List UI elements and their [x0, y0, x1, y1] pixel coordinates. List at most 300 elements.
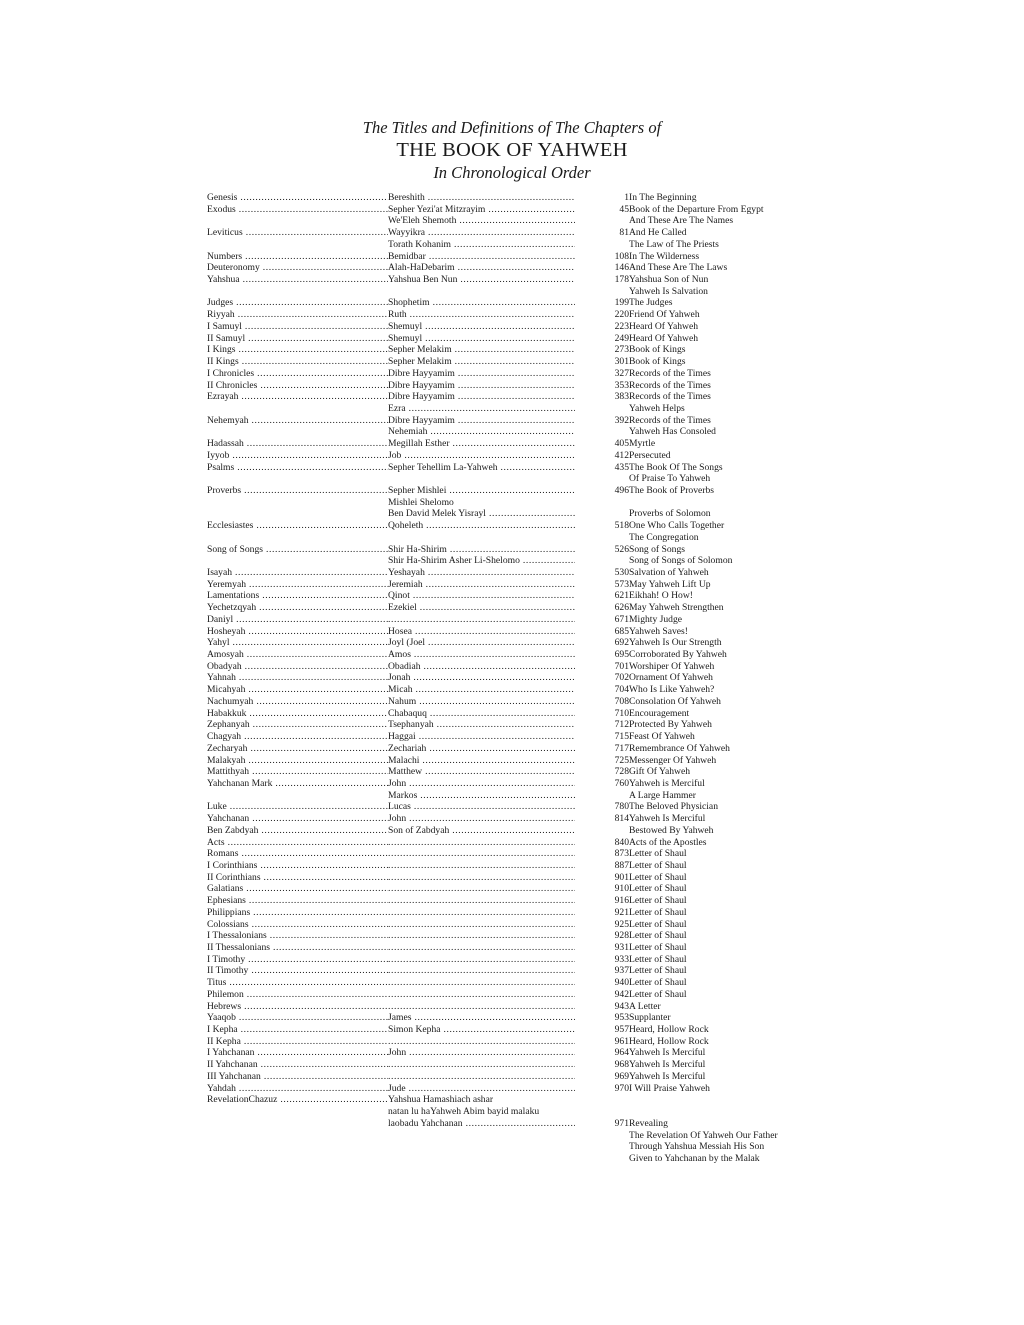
chapter-name: Philippians .....: [207, 907, 388, 919]
hebrew-title: Matthew .....: [388, 766, 575, 778]
chapter-name: Mattithyah .....: [207, 766, 388, 778]
chapter-name: II Timothy .....: [207, 965, 388, 977]
definition: The Law of The Priests: [629, 238, 719, 250]
hebrew-title: [388, 614, 575, 626]
chapter-name: I Kepha .....: [207, 1024, 388, 1036]
page-number: 970: [614, 1082, 629, 1094]
chapter-name: Micahyah .....: [207, 684, 388, 696]
page-number: 928: [614, 930, 629, 942]
chapter-name: Leviticus .....: [207, 227, 388, 239]
page-number: [575, 1153, 629, 1165]
chapter-name: Obadyah .....: [207, 661, 388, 673]
chapter-name: [207, 239, 388, 251]
hebrew-title: Obadiah .....: [388, 661, 575, 673]
hebrew-title: Dibre Hayyamim .....: [388, 368, 575, 380]
definition: [629, 1094, 829, 1106]
toc-row: [207, 286, 807, 298]
chapter-name: Galatians .....: [207, 883, 388, 895]
page-number: 199: [614, 297, 629, 309]
chapter-name: II Yahchanan .....: [207, 1059, 388, 1071]
definition: Records of the Times: [629, 379, 711, 391]
chapter-name: Titus .....: [207, 977, 388, 989]
chapter-name: Proverbs .....: [207, 485, 388, 497]
hebrew-title: [388, 860, 575, 872]
toc-row: [207, 848, 807, 860]
definition: Letter of Shaul: [629, 883, 687, 895]
page-number: 220: [614, 309, 629, 321]
chapter-name: Romans .....: [207, 848, 388, 860]
hebrew-title: Bemidbar .....: [388, 251, 575, 263]
chapter-name: [207, 497, 388, 509]
toc-row: [207, 637, 807, 649]
toc-row: [207, 1071, 807, 1083]
chapter-name: Exodus .....: [207, 204, 388, 216]
definition: Letter of Shaul: [629, 859, 687, 871]
chapter-name: [207, 403, 388, 415]
definition: Letter of Shaul: [629, 848, 687, 860]
toc-row: [207, 672, 807, 684]
hebrew-title: Tsephanyah .....: [388, 719, 575, 731]
definition: The Book of Proverbs: [629, 484, 714, 496]
definition: And These Are The Laws: [629, 262, 728, 274]
hebrew-title: Yahshua Ben Nun .....: [388, 274, 575, 286]
definition: Yahweh Is Merciful: [629, 1070, 706, 1082]
definition: [629, 497, 829, 509]
toc-row: [207, 520, 807, 532]
chapter-name: I Corinthians .....: [207, 860, 388, 872]
hebrew-title: Qinot .....: [388, 590, 575, 602]
page-number: 937: [614, 965, 629, 977]
chapter-name: Genesis .....: [207, 192, 388, 204]
chapter-name: Philemon .....: [207, 989, 388, 1001]
toc-row: [207, 321, 807, 333]
chapter-name: II Kings .....: [207, 356, 388, 368]
page-number: 921: [614, 906, 629, 918]
definition: Heard, Hollow Rock: [629, 1024, 709, 1036]
toc-row: [207, 262, 807, 274]
page-number: [575, 1106, 629, 1118]
hebrew-title: Jeremiah .....: [388, 579, 575, 591]
page-number: [575, 1094, 629, 1106]
toc-row: [207, 590, 807, 602]
definition: The Revelation Of Yahweh Our Father: [629, 1129, 778, 1141]
definition: Encouragement: [629, 707, 690, 719]
page-number: [575, 497, 629, 509]
definition: Song of Songs of Solomon: [629, 555, 733, 567]
page-number: 961: [614, 1035, 629, 1047]
definition: Salvation of Yahweh: [629, 567, 709, 578]
chapter-name: II Samuyl .....: [207, 333, 388, 345]
toc-row: [207, 274, 807, 286]
chapter-name: Yeremyah .....: [207, 579, 388, 591]
definition: The Book Of The Songs: [629, 461, 723, 473]
page-number: [575, 286, 629, 298]
toc-row: [207, 1083, 807, 1095]
definition: Letter of Shaul: [629, 942, 687, 953]
hebrew-title: [388, 930, 575, 942]
toc-row: [207, 579, 807, 591]
page-number: 671: [614, 613, 629, 625]
page-number: 717: [614, 742, 629, 754]
toc-row: [207, 696, 807, 708]
toc-row: [207, 919, 807, 931]
toc-row: [207, 508, 807, 520]
page-number: 708: [614, 695, 629, 707]
definition: The Beloved Physician: [629, 801, 718, 813]
hebrew-title: Haggai .....: [388, 731, 575, 743]
hebrew-title: Ezra .....: [388, 403, 575, 415]
toc-row: [207, 438, 807, 450]
toc-row: [207, 755, 807, 767]
hebrew-title: Nahum .....: [388, 696, 575, 708]
page-number: 405: [614, 438, 629, 450]
definition: Letter of Shaul: [629, 965, 687, 977]
hebrew-title: [388, 977, 575, 989]
chapter-name: Psalms .....: [207, 462, 388, 474]
toc-row: [207, 1118, 807, 1130]
chapter-name: I Kings .....: [207, 344, 388, 356]
toc-row: [207, 1024, 807, 1036]
page-number: [575, 555, 629, 567]
definition: Given to Yahchanan by the Malak: [629, 1152, 760, 1164]
hebrew-title: Shir Ha-Shirim .....: [388, 544, 575, 556]
page-number: 715: [614, 731, 629, 743]
page-number: 223: [614, 320, 629, 332]
page-number: 530: [614, 567, 629, 578]
page-number: 273: [614, 344, 629, 356]
hebrew-title: Shemuyl .....: [388, 333, 575, 345]
definition: A Letter: [629, 1000, 661, 1012]
page-number: 910: [614, 883, 629, 895]
toc-row: [207, 192, 807, 204]
toc-row: [207, 309, 807, 321]
hebrew-title: Ben David Melek Yisrayl .....: [388, 508, 575, 520]
definition: And These Are The Names: [629, 215, 734, 227]
hebrew-title: Micah .....: [388, 684, 575, 696]
definition: Yahweh Helps: [629, 402, 685, 414]
toc-row: [207, 473, 807, 485]
hebrew-title: Nehemiah .....: [388, 426, 575, 438]
definition: Ornament Of Yahweh: [629, 672, 713, 684]
definition: Bestowed By Yahweh: [629, 824, 714, 836]
hebrew-title: [388, 989, 575, 1001]
hebrew-title: [388, 1071, 575, 1083]
definition: Eikhah! O How!: [629, 590, 693, 602]
chapter-name: Habakkuk .....: [207, 708, 388, 720]
toc-row: [207, 215, 807, 227]
page-number: [575, 1130, 629, 1142]
hebrew-title: Dibre Hayyamim .....: [388, 380, 575, 392]
definition: Feast Of Yahweh: [629, 731, 695, 743]
page-number: 925: [614, 918, 629, 930]
hebrew-title: Shir Ha-Shirim Asher Li-Shelomo .....: [388, 555, 575, 567]
hebrew-title: Job .....: [388, 450, 575, 462]
hebrew-title: Hosea .....: [388, 626, 575, 638]
page-number: [575, 532, 629, 544]
toc-row: [207, 825, 807, 837]
toc-row: [207, 555, 807, 567]
chapter-name: Chagyah .....: [207, 731, 388, 743]
hebrew-title: Jude .....: [388, 1083, 575, 1095]
definition: Book of Kings: [629, 356, 686, 368]
hebrew-title: Yahshua Hamashiach ashar: [388, 1094, 494, 1106]
hebrew-title: [388, 837, 575, 849]
hebrew-title: Dibre Hayyamim .....: [388, 415, 575, 427]
chapter-name: Hosheyah .....: [207, 626, 388, 638]
hebrew-title: [388, 883, 575, 895]
definition: Book of the Departure From Egypt: [629, 203, 764, 215]
toc-row: [207, 368, 807, 380]
hebrew-title: John .....: [388, 813, 575, 825]
hebrew-title: Torath Kohanim .....: [388, 239, 575, 251]
page-number: 704: [614, 684, 629, 696]
toc-row: [207, 989, 807, 1001]
toc-row: [207, 391, 807, 403]
toc-row: [207, 415, 807, 427]
hebrew-title: Ezekiel .....: [388, 602, 575, 614]
definition: May Yahweh Strengthen: [629, 602, 724, 614]
hebrew-title: laobadu Yahchanan .....: [388, 1118, 575, 1130]
toc-row: [207, 1012, 807, 1024]
toc-row: [207, 813, 807, 825]
page-number: 178: [614, 274, 629, 286]
hebrew-title: John .....: [388, 1047, 575, 1059]
chapter-name: Zecharyah .....: [207, 743, 388, 755]
page-number: 940: [614, 977, 629, 989]
page-number: [575, 790, 629, 802]
page-number: 45: [619, 203, 629, 215]
hebrew-title: Malachi .....: [388, 755, 575, 767]
chapter-name: Yahnah .....: [207, 672, 388, 684]
definition: Letter of Shaul: [629, 930, 687, 942]
hebrew-title: [388, 1001, 575, 1013]
chapter-name: II Thessalonians .....: [207, 942, 388, 954]
page-number: 353: [614, 379, 629, 391]
chapter-name: Colossians .....: [207, 919, 388, 931]
hebrew-title: Son of Zabdyah .....: [388, 825, 575, 837]
hebrew-title: [388, 1153, 575, 1165]
chapter-name: [207, 1153, 388, 1165]
definition: Supplanter: [629, 1012, 671, 1024]
definition: Letter of Shaul: [629, 918, 687, 930]
page-number: 971: [614, 1117, 629, 1129]
chapter-name: [207, 532, 388, 544]
chapter-name: Yaaqob .....: [207, 1012, 388, 1024]
definition: Yahweh Is Merciful: [629, 813, 706, 825]
page-number: [575, 403, 629, 415]
toc-row: [207, 614, 807, 626]
definition: Worshiper Of Yahweh: [629, 660, 715, 672]
page-title: THE BOOK OF YAHWEH: [396, 139, 628, 161]
toc-row: [207, 649, 807, 661]
toc-row: [207, 719, 807, 731]
chapter-name: Zephanyah .....: [207, 719, 388, 731]
chapter-name: Nachumyah .....: [207, 696, 388, 708]
definition: Book of Kings: [629, 344, 686, 356]
definition: Letter of Shaul: [629, 871, 687, 883]
chapter-name: Nehemyah .....: [207, 415, 388, 427]
toc-row: [207, 837, 807, 849]
hebrew-title: Dibre Hayyamim .....: [388, 391, 575, 403]
definition: Letter of Shaul: [629, 895, 687, 907]
toc-row: [207, 344, 807, 356]
definition: Corroborated By Yahweh: [629, 649, 727, 661]
toc-row: [207, 743, 807, 755]
definition: Messenger Of Yahweh: [629, 754, 717, 766]
page-number: 392: [614, 414, 629, 426]
chapter-name: Luke .....: [207, 801, 388, 813]
chapter-name: Yahshua .....: [207, 274, 388, 286]
chapter-name: [207, 215, 388, 227]
page-number: 1: [624, 192, 629, 203]
definition: Remembrance Of Yahweh: [629, 742, 730, 754]
page-subtitle: The Titles and Definitions of The Chapters of: [362, 118, 662, 137]
chapter-name: Ezrayah .....: [207, 391, 388, 403]
hebrew-title: Yeshayah .....: [388, 567, 575, 579]
page-number: 81: [619, 227, 629, 239]
toc-row: [207, 801, 807, 813]
chapter-name: Malakyah .....: [207, 755, 388, 767]
chapter-name: [207, 1141, 388, 1153]
page-number: 712: [614, 719, 629, 731]
page-number: [575, 239, 629, 251]
hebrew-title: Chabaquq .....: [388, 708, 575, 720]
page-number: 916: [614, 895, 629, 907]
page-number: 969: [614, 1070, 629, 1082]
definition: Yahweh Saves!: [629, 625, 688, 637]
chapter-name: [207, 1106, 388, 1118]
toc-row: [207, 1036, 807, 1048]
hebrew-title: [388, 954, 575, 966]
chapter-name: Daniyl .....: [207, 614, 388, 626]
hebrew-title: Wayyikra .....: [388, 227, 575, 239]
definition: One Who Calls Together: [629, 520, 725, 532]
toc-row: [207, 907, 807, 919]
hebrew-title: Zechariah .....: [388, 743, 575, 755]
chapter-name: Ben Zabdyah .....: [207, 825, 388, 837]
chapter-name: Acts .....: [207, 837, 388, 849]
toc-row: [207, 626, 807, 638]
definition: Heard Of Yahweh: [629, 320, 699, 332]
chapter-name: [207, 508, 388, 520]
page-number: 901: [614, 871, 629, 883]
definition: Persecuted: [629, 449, 671, 461]
toc-row: [207, 1047, 807, 1059]
page-number: 108: [614, 250, 629, 262]
toc-row: [207, 1153, 807, 1165]
page-number: 760: [614, 777, 629, 789]
page-number: 953: [614, 1012, 629, 1024]
toc-row: [207, 544, 807, 556]
definition: Revealing: [629, 1117, 668, 1129]
chapter-name: Hadassah .....: [207, 438, 388, 450]
definition: May Yahweh Lift Up: [629, 578, 711, 590]
page-number: 249: [614, 332, 629, 344]
toc-row: [207, 778, 807, 790]
definition: Consolation Of Yahweh: [629, 695, 721, 707]
toc-row: [207, 462, 807, 474]
toc-row: [207, 532, 807, 544]
chapter-name: [207, 426, 388, 438]
toc-row: [207, 204, 807, 216]
hebrew-title: John .....: [388, 778, 575, 790]
page-number: 725: [614, 754, 629, 766]
page-number: 626: [614, 602, 629, 614]
definition: The Congregation: [629, 531, 699, 543]
hebrew-title: Simon Kepha .....: [388, 1024, 575, 1036]
page-number: 518: [614, 520, 629, 532]
toc-row: [207, 485, 807, 497]
definition: Letter of Shaul: [629, 988, 687, 1000]
definition: Letter of Shaul: [629, 906, 687, 918]
toc-row: [207, 684, 807, 696]
definition: Yahweh is Merciful: [629, 777, 705, 789]
hebrew-title: [388, 942, 575, 954]
hebrew-title: Sepher Melakim .....: [388, 344, 575, 356]
page-number: [575, 1141, 629, 1153]
hebrew-title: Shemuyl .....: [388, 321, 575, 333]
chapter-name: Yechetzqyah .....: [207, 602, 388, 614]
chapter-name: I Yahchanan .....: [207, 1047, 388, 1059]
hebrew-title: [388, 532, 575, 544]
definition: Records of the Times: [629, 391, 711, 403]
hebrew-title: Sepher Yezi'at Mitzrayim .....: [388, 204, 575, 216]
page-number: [575, 426, 629, 438]
page-number: 780: [614, 801, 629, 813]
page-number: 968: [614, 1059, 629, 1071]
hebrew-title: [388, 965, 575, 977]
hebrew-title: [388, 872, 575, 884]
toc-row: [207, 766, 807, 778]
chapter-name: I Samuyl .....: [207, 321, 388, 333]
hebrew-title: Amos .....: [388, 649, 575, 661]
page-number: [575, 508, 629, 520]
page-header: [0, 117, 1024, 183]
chapter-name: II Corinthians .....: [207, 872, 388, 884]
hebrew-title: [388, 286, 575, 298]
chapter-name: Numbers .....: [207, 251, 388, 263]
hebrew-title: Markos .....: [388, 790, 575, 802]
page-order-note: In Chronological Order: [433, 163, 591, 182]
page-number: 728: [614, 766, 629, 778]
chapter-name: RevelationChazuz .....: [207, 1094, 388, 1106]
page-number: 933: [614, 953, 629, 965]
toc-row: [207, 1001, 807, 1013]
toc-row: [207, 661, 807, 673]
chapter-name: Ecclesiastes .....: [207, 520, 388, 532]
chapter-name: Song of Songs .....: [207, 544, 388, 556]
toc-row: [207, 872, 807, 884]
chapter-name: [207, 1118, 388, 1130]
page-number: 695: [614, 649, 629, 661]
toc-row: [207, 965, 807, 977]
toc-row: [207, 333, 807, 345]
chapter-name: [207, 473, 388, 485]
chapter-name: II Kepha .....: [207, 1036, 388, 1048]
definition: Yahweh Is Salvation: [629, 285, 708, 297]
chapter-name: Yahyl .....: [207, 637, 388, 649]
toc-row: [207, 1130, 807, 1142]
toc-row: [207, 930, 807, 942]
toc-row: [207, 251, 807, 263]
chapter-name: [207, 790, 388, 802]
toc-row: [207, 895, 807, 907]
chapter-name: Yahdah .....: [207, 1083, 388, 1095]
definition: Letter of Shaul: [629, 977, 687, 989]
page-number: [575, 215, 629, 227]
hebrew-title: [388, 473, 575, 485]
definition: Proverbs of Solomon: [629, 508, 711, 520]
